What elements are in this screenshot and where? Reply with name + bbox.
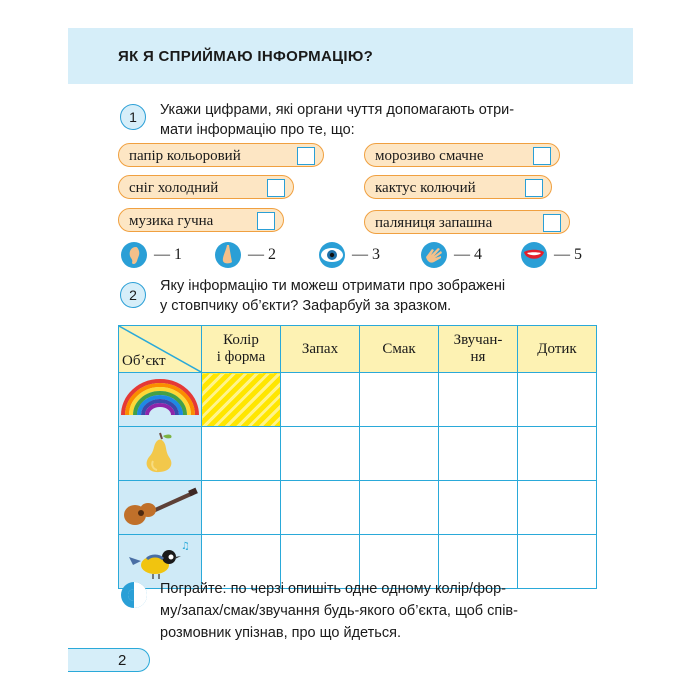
table-row-rainbow xyxy=(119,373,597,427)
statement-icecream xyxy=(364,143,560,167)
page-title: ЯК Я СПРИЙМАЮ ІНФОРМАЦІЮ? xyxy=(118,48,374,65)
table-header-row xyxy=(119,326,597,373)
sample-filled-cell[interactable] xyxy=(202,373,281,427)
column-header-touch: Дотик xyxy=(518,326,597,373)
svg-text:♫: ♫ xyxy=(181,541,190,552)
answer-cell[interactable] xyxy=(439,481,518,535)
answer-box[interactable] xyxy=(533,147,551,165)
answer-box[interactable] xyxy=(297,147,315,165)
pear-image xyxy=(119,427,201,475)
object-cell-pear xyxy=(119,427,202,481)
task1-text xyxy=(160,100,514,140)
answer-cell[interactable] xyxy=(439,373,518,427)
task-number-1: 1 xyxy=(120,104,146,130)
task2-text xyxy=(160,276,505,316)
object-cell-guitar xyxy=(119,481,202,535)
task-number-2: 2 xyxy=(120,282,146,308)
statement-cactus xyxy=(364,175,552,199)
statement-bread xyxy=(364,210,570,234)
game-instruction: Пограйте: по черзі опишіть одне одному колір/фор- му/запах/смак/звучання будь-якого об’єкта, щоб спів- розмовник упізнав, про що йдеться. xyxy=(160,581,518,641)
ear-icon xyxy=(120,241,148,269)
statement-label: морозиво смачне xyxy=(375,148,484,164)
statement-label: музика гучна xyxy=(129,213,214,229)
answer-cell[interactable] xyxy=(518,481,597,535)
statement-label: сніг холодний xyxy=(129,180,219,196)
task2-text-line2: у стовпчику об’єкти? Зафарбуй за зразком. xyxy=(160,298,452,314)
answer-box[interactable] xyxy=(267,179,285,197)
task1-text-line1: Укажи цифрами, які органи чуття допомагають отри- xyxy=(160,102,515,118)
answer-cell[interactable] xyxy=(518,373,597,427)
answer-cell[interactable] xyxy=(281,481,360,535)
answer-box[interactable] xyxy=(257,212,275,230)
answer-cell[interactable] xyxy=(439,427,518,481)
table-row-pear xyxy=(119,427,597,481)
page-number: 2 xyxy=(118,652,127,669)
page-header xyxy=(68,28,633,84)
column-header-taste: Смак xyxy=(360,326,439,373)
statement-label: папір кольоровий xyxy=(129,148,241,164)
mouth-icon xyxy=(520,241,548,269)
answer-box[interactable] xyxy=(525,179,543,197)
answer-cell[interactable] xyxy=(281,373,360,427)
answer-cell[interactable] xyxy=(518,427,597,481)
pair-game-icon xyxy=(120,581,148,609)
nose-icon xyxy=(214,241,242,269)
task2-text-line1: Яку інформацію ти можеш отримати про зображені xyxy=(160,278,506,294)
guitar-image xyxy=(119,481,201,529)
object-cell-rainbow xyxy=(119,373,202,427)
hand-icon xyxy=(420,241,448,269)
statement-snow xyxy=(118,175,294,199)
answer-cell[interactable] xyxy=(360,427,439,481)
column-header-smell: Запах xyxy=(281,326,360,373)
senses-table xyxy=(118,325,597,589)
answer-cell[interactable] xyxy=(202,427,281,481)
rainbow-image xyxy=(119,373,201,421)
workbook-page: ЯК Я СПРИЙМАЮ ІНФОРМАЦІЮ? 1 Укажи цифрами, які органи чуття допомагають отри- мати інформацію про те, що: папір кольоровий морозиво смачне сніг холодний кактус колючий музика гучна паляниця запашна — 1 — 2 — 3 — 4 — 5 2 Яку інформацію ти можеш отримати про зображені у стовпчику об’єкти? Зафарбуй за зразком. Об’єкт Колір і форма Запах Смак Звучан- ня Дотик ♫ Пограйте: по черзі опишіть одне одному колір/фор- му/запах/смак/звучання будь-якого об’єкта, щоб спів- розмовник упізнав, про що йдеться. 2 xyxy=(68,28,633,673)
bird-image xyxy=(119,535,201,583)
answer-cell[interactable] xyxy=(360,373,439,427)
task1-text-line2: мати інформацію про те, що: xyxy=(160,122,355,138)
answer-box[interactable] xyxy=(543,214,561,232)
page-number-tab xyxy=(68,648,150,672)
answer-cell[interactable] xyxy=(281,427,360,481)
statement-music xyxy=(118,208,284,232)
statement-label: паляниця запашна xyxy=(375,215,493,231)
statement-paper xyxy=(118,143,324,167)
eye-icon xyxy=(318,241,346,269)
column-header-sound: Звучан- ня xyxy=(439,326,518,373)
column-header-color-shape: Колір і форма xyxy=(202,326,281,373)
corner-label: Об’єкт xyxy=(122,353,166,369)
corner-cell xyxy=(119,326,202,373)
answer-cell[interactable] xyxy=(360,481,439,535)
table-row-guitar xyxy=(119,481,597,535)
statement-label: кактус колючий xyxy=(375,180,476,196)
answer-cell[interactable] xyxy=(202,481,281,535)
